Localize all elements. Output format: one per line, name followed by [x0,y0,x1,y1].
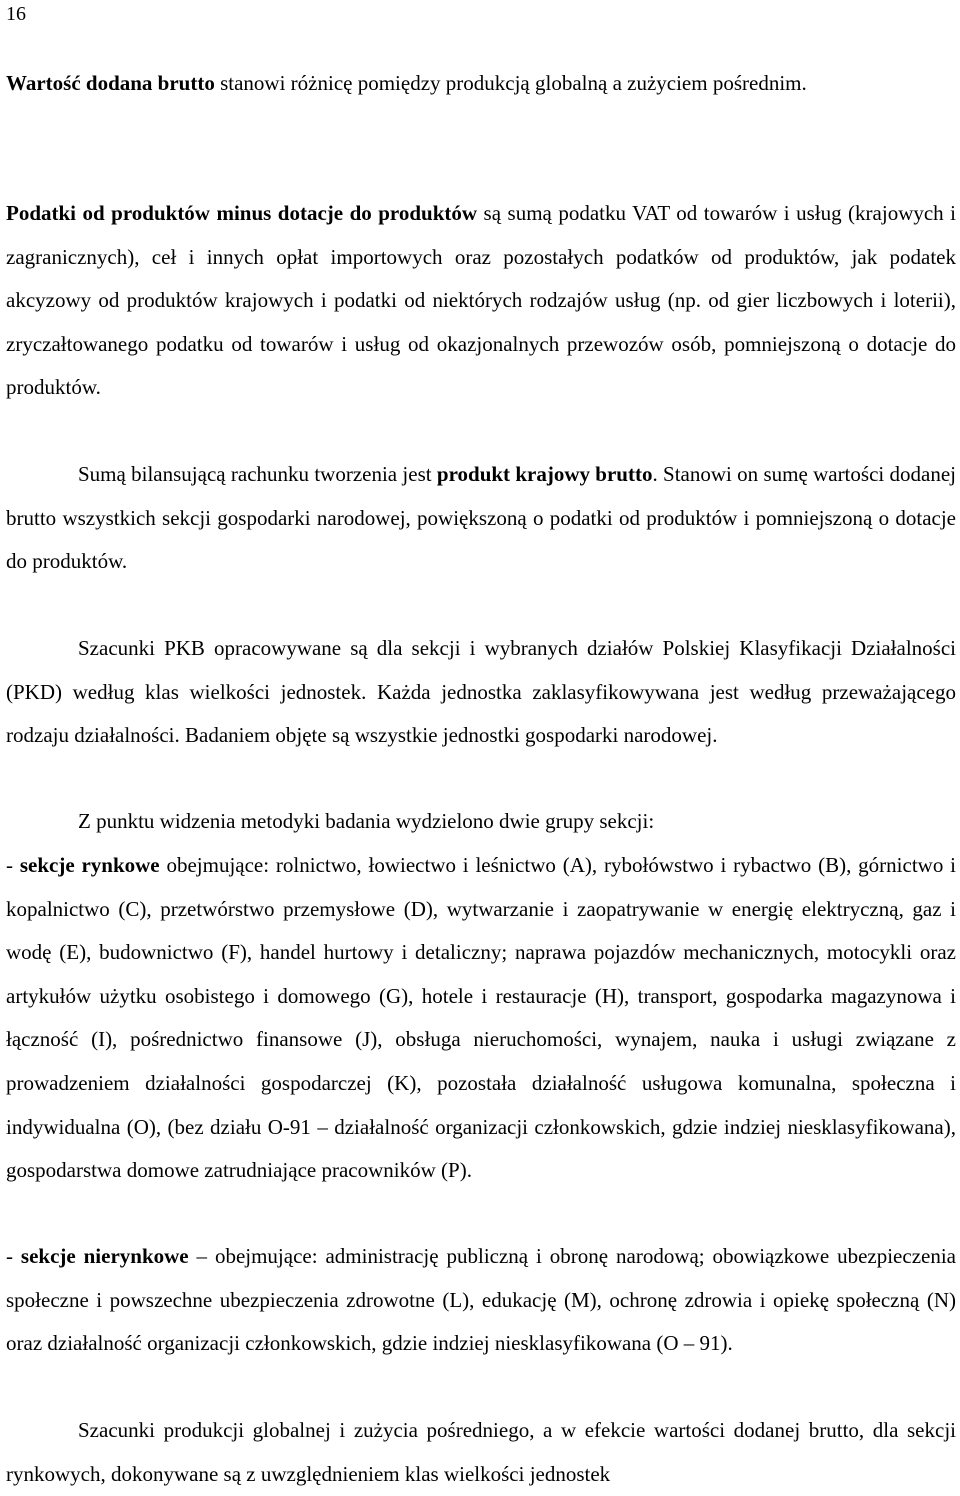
paragraph-pkb-estimates [6,627,956,758]
list-dash: - [6,1244,21,1268]
term-gdp: produkt krajowy brutto [436,462,653,486]
term-non-market-sections: sekcje nierynkowe [20,1244,189,1268]
paragraph-text: Szacunki produkcji globalnej i zużycia pośredniego, a w efekcie wartości dodanej brutto, dla sekcji rynkowych, dokonywane są z uwzględnieniem klas wielkości jednostek [6,1418,956,1486]
paragraph-gross-value-added [6,62,956,106]
paragraph-text: stanowi różnicę pomiędzy produkcją globalną a zużyciem pośrednim. [214,71,807,95]
paragraph-text: – obejmujące: administrację publiczną i obronę narodową; obowiązkowe ubezpieczenia społeczne i powszechne ubezpieczenia zdrowotne (L), edukację (M), ochronę zdrowia i opiekę społeczną (N) oraz działalność organizacji członkowskich, gdzie indziej niesklasyfikowana (O – 91). [6,1244,956,1356]
list-item-non-market-sections [6,1235,956,1366]
paragraph-text: są sumą podatku VAT od towarów i usług (krajowych i zagranicznych), ceł i innych opłat importowych oraz pozostałych podatków od produktów, jak podatek akcyzowy od produktów krajowych i podatki od niektórych rodzajów usług (np. od gier liczbowych i loterii), zryczałtowanego podatku od towarów i usług od okazjonalnych przewozów osób, pomniejszoną o dotacje do produktów. [6,201,957,400]
paragraph-text: . Stanowi on sumę wartości dodanej brutto wszystkich sekcji gospodarki narodowej, powiększoną o podatki od produktów i pomniejszoną o dotacje do produktów. [6,462,956,574]
list-dash: - [6,853,20,877]
paragraph-product-taxes [6,192,956,410]
term-gross-value-added: Wartość dodana brutto [6,71,215,95]
paragraph-production-estimates [6,1409,956,1496]
paragraph-text: Sumą bilansującą rachunku tworzenia jest [78,462,437,486]
page-number: 16 [6,3,26,25]
list-item-market-sections [6,844,956,1193]
paragraph-text: obejmujące: rolnictwo, łowiectwo i leśnictwo (A), rybołówstwo i rybactwo (B), górnictwo i kopalnictwo (C), przetwórstwo przemysłowe (D), wytwarzanie i zaopatrywanie w energię elektryczną, gaz i wodę (E), budownictwo (F), handel hurtowy i detaliczny; naprawa pojazdów mechanicznych, motocykli oraz artykułów użytku osobistego i domowego (G), hotele i restauracje (H), transport, gospodarka magazynowa i łączność (I), pośrednictwo finansowe (J), obsługa nieruchomości, wynajem, nauka i usługi związane z prowadzeniem działalności gospodarczej (K), pozostała działalność usługowa komunalna, społeczna i indywidualna (O), (bez działu O-91 – działalność organizacji członkowskich, gdzie indziej niesklasyfikowana), gospodarstwa domowe zatrudniające pracowników (P). [6,853,956,1183]
paragraph-section-groups [6,800,956,844]
paragraph-text: Z punktu widzenia metodyki badania wydzielono dwie grupy sekcji: [78,809,655,833]
term-product-taxes: Podatki od produktów minus dotacje do produktów [6,201,478,225]
paragraph-gdp [6,453,956,584]
term-market-sections: sekcje rynkowe [19,853,160,877]
paragraph-text: Szacunki PKB opracowywane są dla sekcji i wybranych działów Polskiej Klasyfikacji Działalności (PKD) według klas wielkości jednostek. Każda jednostka zaklasyfikowywana jest według przeważającego rodzaju działalności. Badaniem objęte są wszystkie jednostki gospodarki narodowej. [6,636,956,748]
